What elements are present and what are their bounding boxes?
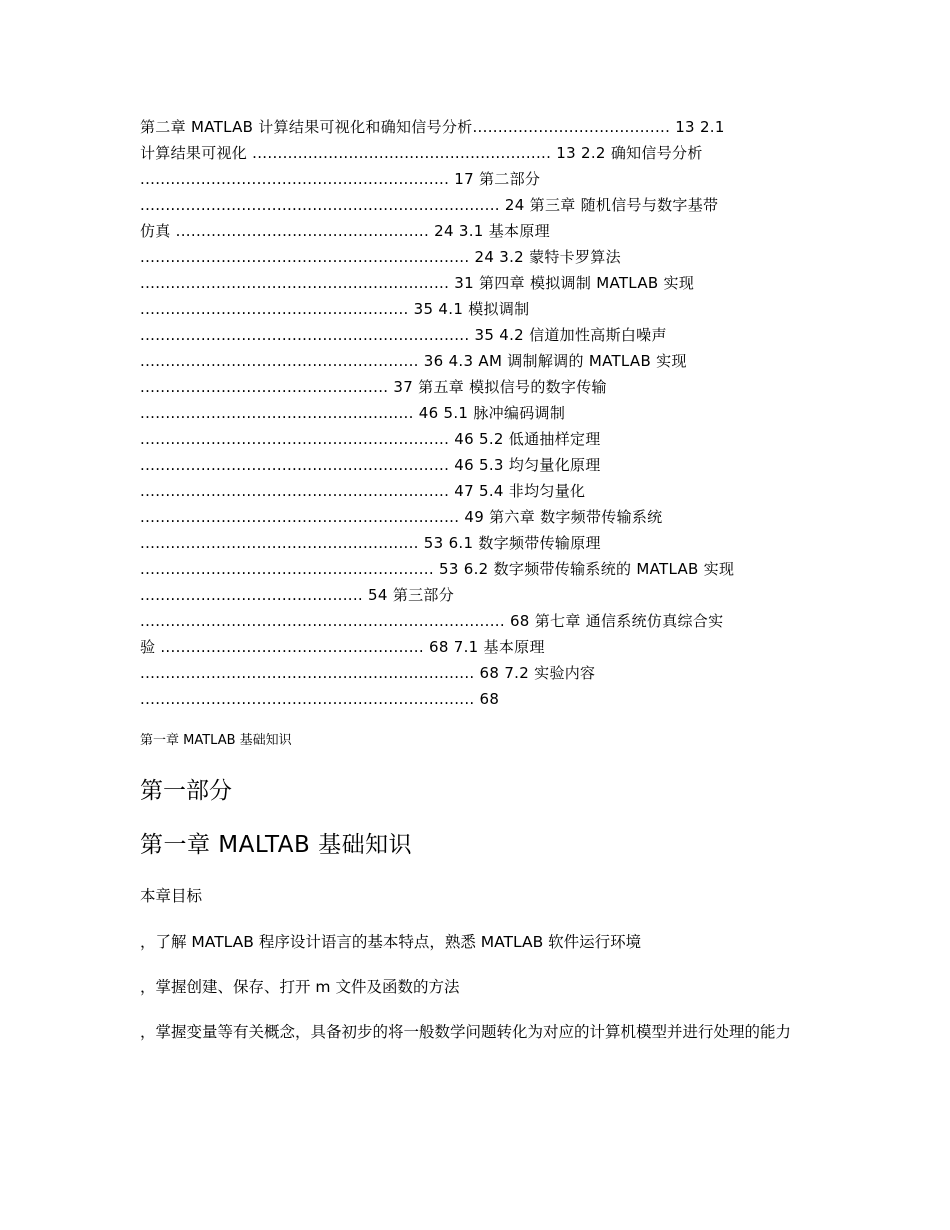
- toc-line: ............................................................... 49 第六章 数字频带传输系统: [140, 508, 663, 526]
- toc-line: ........................................................................ 68 第七章 通信系统仿真综合实: [140, 612, 724, 630]
- toc-line: ............................................ 54 第三部分: [140, 586, 455, 604]
- toc-line: .................................................................. 68 7.2 实验内容: [140, 664, 596, 682]
- chapter-goals-heading: 本章目标: [140, 887, 203, 905]
- running-head: 第一章 MATLAB 基础知识: [140, 733, 292, 748]
- toc-line: ............................................................. 47 5.4 非均匀量化: [140, 482, 586, 500]
- toc-line: .................................................................. 68: [140, 690, 500, 708]
- toc-line: 计算结果可视化 ........................................................... 13 2.2 确知信号分析: [140, 144, 703, 162]
- toc-line: ....................................................................... 24 第三章 随机信号与数字基带: [140, 196, 719, 214]
- toc-line: ...................................................... 46 5.1 脉冲编码调制: [140, 404, 566, 422]
- toc-line: ............................................................. 46 5.2 低通抽样定理: [140, 430, 601, 448]
- toc-line: ................................................. 37 第五章 模拟信号的数字传输: [140, 378, 607, 396]
- chapter-title: 第一章 MALTAB 基础知识: [140, 832, 413, 858]
- goal-item: ，掌握变量等有关概念，具备初步的将一般数学问题转化为对应的计算机模型并进行处理的能力: [140, 1023, 792, 1041]
- toc-line: ....................................................... 53 6.1 数字频带传输原理: [140, 534, 601, 552]
- toc-line: ................................................................. 35 4.2 信道加性高斯白噪声: [140, 326, 667, 344]
- goal-item: ，掌握创建、保存、打开 m 文件及函数的方法: [140, 978, 460, 996]
- toc-line: 第二章 MATLAB 计算结果可视化和确知信号分析....................................... 13 2.1: [140, 118, 725, 136]
- toc-line: ....................................................... 36 4.3 AM 调制解调的 MATLAB 实现: [140, 352, 687, 370]
- toc-line: .......................................................... 53 6.2 数字频带传输系统的 MATLAB 实现: [140, 560, 735, 578]
- toc-line: 仿真 .................................................. 24 3.1 基本原理: [140, 222, 550, 240]
- goal-item: ，了解 MATLAB 程序设计语言的基本特点，熟悉 MATLAB 软件运行环境: [140, 933, 642, 951]
- part-title: 第一部分: [140, 778, 232, 804]
- toc-line: ................................................................. 24 3.2 蒙特卡罗算法: [140, 248, 621, 266]
- toc-line: 验 .................................................... 68 7.1 基本原理: [140, 638, 545, 656]
- toc-line: ..................................................... 35 4.1 模拟调制: [140, 300, 530, 318]
- toc-line: ............................................................. 46 5.3 均匀量化原理: [140, 456, 601, 474]
- toc-line: ............................................................. 31 第四章 模拟调制 MATLAB 实现: [140, 274, 695, 292]
- toc-line: ............................................................. 17 第二部分: [140, 170, 541, 188]
